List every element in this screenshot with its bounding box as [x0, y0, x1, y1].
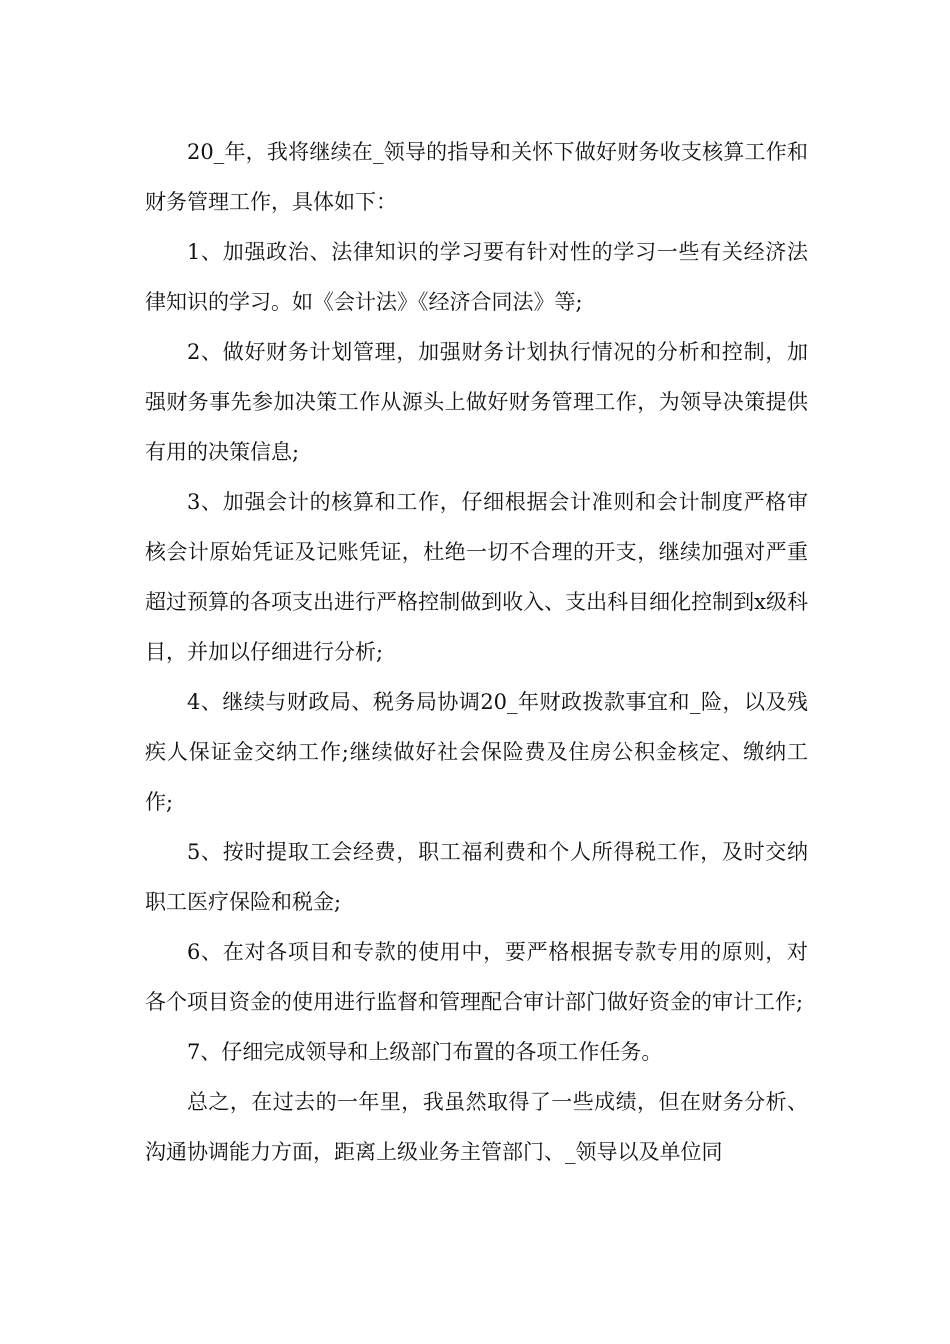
paragraph-item-1: 1、加强政治、法律知识的学习要有针对性的学习一些有关经济法律知识的学习。如《会计法》《经济合同法》等;: [145, 240, 808, 314]
paragraph-intro: 20_年，我将继续在_领导的指导和关怀下做好财务收支核算工作和财务管理工作，具体如下：: [145, 140, 808, 214]
paragraph-item-5: 5、按时提取工会经费，职工福利费和个人所得税工作，及时交纳职工医疗保险和税金;: [145, 840, 808, 914]
paragraph-item-3: 3、加强会计的核算和工作，仔细根据会计准则和会计制度严格审核会计原始凭证及记账凭证，杜绝一切不合理的开支，继续加强对严重超过预算的各项支出进行严格控制做到收入、支出科目细化控制到x级科目，并加以仔细进行分析;: [145, 490, 808, 664]
paragraph-item-2: 2、做好财务计划管理，加强财务计划执行情况的分析和控制，加强财务事先参加决策工作从源头上做好财务管理工作，为领导决策提供有用的决策信息;: [145, 340, 808, 464]
paragraph-item-6: 6、在对各项目和专款的使用中，要严格根据专款专用的原则，对各个项目资金的使用进行监督和管理配合审计部门做好资金的审计工作;: [145, 940, 808, 1014]
paragraph-item-7: 7、仔细完成领导和上级部门布置的各项工作任务。: [187, 1040, 663, 1064]
paragraph-summary: 总之，在过去的一年里，我虽然取得了一些成绩，但在财务分析、沟通协调能力方面，距离上级业务主管部门、_领导以及单位同: [145, 1090, 808, 1164]
paragraph-item-4: 4、继续与财政局、税务局协调20_年财政拨款事宜和_险，以及残疾人保证金交纳工作;继续做好社会保险费及住房公积金核定、缴纳工作;: [145, 690, 808, 814]
document-body: [145, 127, 808, 1177]
